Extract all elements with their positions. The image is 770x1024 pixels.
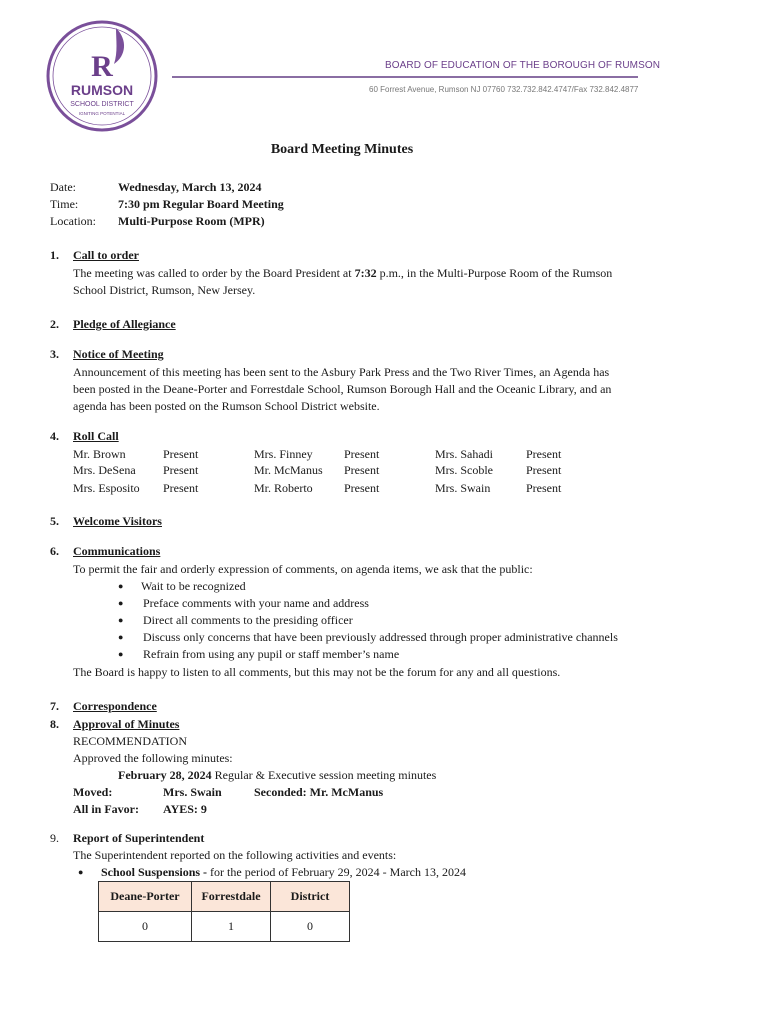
call-to-order-text: The meeting was called to order by the Board President at 7:32 p.m., in the Multi-Purpose Room of the Rumson School District, Rumson, New Jersey. <box>73 266 613 297</box>
roll-status: Present <box>163 463 199 477</box>
bullet-icon: ● <box>118 649 124 659</box>
section-heading-correspondence: Correspondence <box>73 699 157 713</box>
location-label: Location: <box>50 214 96 228</box>
roll-status: Present <box>344 463 380 477</box>
roll-status: Present <box>344 481 380 495</box>
roll-status: Present <box>526 447 562 461</box>
communications-closing: The Board is happy to listen to all comments, but this may not be the forum for any and all questions. <box>73 665 561 679</box>
section-heading-pledge: Pledge of Allegiance <box>73 317 176 331</box>
roll-name: Mrs. Swain <box>435 481 491 495</box>
roll-name: Mrs. Esposito <box>73 481 140 495</box>
roll-name: Mrs. Scoble <box>435 463 493 477</box>
section-heading-superintendent: Report of Superintendent <box>73 831 205 845</box>
section-number: 4. <box>50 429 59 443</box>
section-heading-welcome: Welcome Visitors <box>73 514 162 528</box>
bullet-icon: ● <box>78 867 84 877</box>
roll-name: Mr. Brown <box>73 447 126 461</box>
roll-name: Mr. McManus <box>254 463 323 477</box>
roll-status: Present <box>526 481 562 495</box>
logo-letter: R <box>91 50 113 83</box>
roll-name: Mrs. DeSena <box>73 463 136 477</box>
table-header-cell: Forrestdale <box>192 882 271 912</box>
section-number: 6. <box>50 544 59 558</box>
bullet-icon: ● <box>118 598 124 608</box>
section-number: 8. <box>50 717 59 731</box>
roll-status: Present <box>163 447 199 461</box>
recommendation-label: RECOMMENDATION <box>73 734 187 748</box>
date-label: Date: <box>50 180 76 194</box>
roll-status: Present <box>344 447 380 461</box>
list-item: Wait to be recognized <box>141 579 246 593</box>
superintendent-intro: The Superintendent reported on the following activities and events: <box>73 848 397 862</box>
list-item: Preface comments with your name and address <box>143 596 369 610</box>
notice-text: Announcement of this meeting has been sent to the Asbury Park Press and the Two River Times, an Agenda has been posted in the Deane-Porter and Forrestdale School, Rumson Borough Hall and the Oceanic Library, and an agenda has been posted on the Rumson School District website. <box>73 365 612 413</box>
district-logo <box>46 18 158 134</box>
roll-status: Present <box>526 463 562 477</box>
favor-value: AYES: 9 <box>163 802 207 816</box>
location-value: Multi-Purpose Room (MPR) <box>118 214 265 228</box>
roll-status: Present <box>163 481 199 495</box>
approved-text: Approved the following minutes: <box>73 751 233 765</box>
logo-tagline: IGNITING POTENTIAL <box>78 111 126 116</box>
page-title: Board Meeting Minutes <box>270 142 414 157</box>
logo-sub: SCHOOL DISTRICT <box>70 101 134 108</box>
section-heading-communications: Communications <box>73 544 161 558</box>
bullet-icon: ● <box>118 632 124 642</box>
roll-name: Mrs. Finney <box>254 447 313 461</box>
section-heading-call-to-order: Call to order <box>73 248 139 262</box>
letterhead-address: 60 Forrest Avenue, Rumson NJ 07760 732.732.842.4747/Fax 732.842.4877 <box>369 85 639 94</box>
table-header-cell: Deane-Porter <box>99 882 192 912</box>
seconded-text: Seconded: Mr. McManus <box>254 785 384 799</box>
section-heading-roll-call: Roll Call <box>73 429 119 443</box>
letterhead-rule <box>172 76 638 78</box>
moved-label: Moved: <box>73 785 113 799</box>
bullet-icon: ● <box>118 615 124 625</box>
letterhead-title: BOARD OF EDUCATION OF THE BOROUGH OF RUMSON <box>385 60 661 71</box>
table-header-cell: District <box>271 882 350 912</box>
table-cell: 0 <box>271 912 350 942</box>
communications-intro: To permit the fair and orderly expression of comments, on agenda items, we ask that the public: <box>73 562 533 576</box>
roll-name: Mr. Roberto <box>254 481 313 495</box>
section-number: 7. <box>50 699 59 713</box>
list-item: Direct all comments to the presiding officer <box>143 613 353 627</box>
list-item: Refrain from using any pupil or staff member’s name <box>143 647 400 661</box>
section-number: 2. <box>50 317 59 331</box>
section-number: 9. <box>50 831 59 845</box>
table-cell: 0 <box>99 912 192 942</box>
bullet-icon: ● <box>118 581 124 591</box>
time-label: Time: <box>50 197 79 211</box>
table-row <box>99 912 350 942</box>
list-item: Discuss only concerns that have been previously addressed through proper administrative channels <box>143 630 618 644</box>
section-number: 1. <box>50 248 59 262</box>
favor-label: All in Favor: <box>73 802 139 816</box>
section-heading-notice: Notice of Meeting <box>73 347 164 361</box>
table-cell: 1 <box>192 912 271 942</box>
section-number: 3. <box>50 347 59 361</box>
date-value: Wednesday, March 13, 2024 <box>118 180 262 194</box>
moved-value: Mrs. Swain <box>163 785 222 799</box>
table-header-row <box>99 882 350 912</box>
suspensions-item: School Suspensions - for the period of February 29, 2024 - March 13, 2024 <box>101 865 466 879</box>
time-value: 7:30 pm Regular Board Meeting <box>118 197 284 211</box>
roll-name: Mrs. Sahadi <box>435 447 493 461</box>
minutes-line: February 28, 2024 Regular & Executive session meeting minutes <box>118 768 437 782</box>
section-heading-approval: Approval of Minutes <box>73 717 180 731</box>
section-number: 5. <box>50 514 59 528</box>
logo-name: RUMSON <box>70 82 134 98</box>
suspensions-table <box>98 881 350 942</box>
